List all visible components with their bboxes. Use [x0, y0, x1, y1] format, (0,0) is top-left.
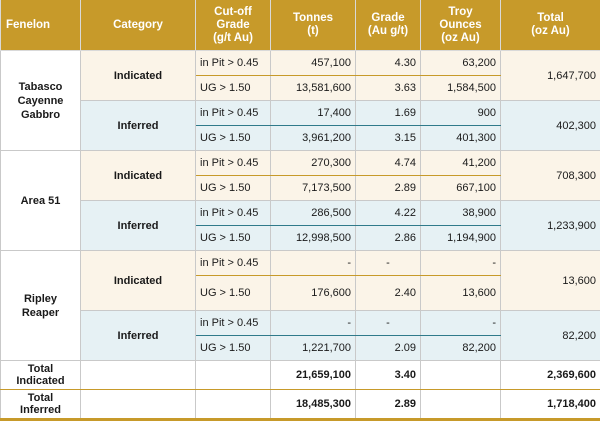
header-grade: Grade (Au g/t)	[356, 0, 421, 51]
grade-cell: -	[356, 311, 421, 336]
total-inferred-label: Total Inferred	[1, 390, 81, 420]
total-indicated-tonnes: 21,659,100	[271, 361, 356, 390]
tonnes-cell: -	[271, 251, 356, 276]
category-label: Indicated	[81, 151, 196, 201]
ounces-cell: 38,900	[421, 201, 501, 226]
grade-cell: 2.86	[356, 226, 421, 251]
header-total: Total (oz Au)	[501, 0, 600, 51]
total-cell: 708,300	[501, 151, 600, 201]
total-cell: 1,647,700	[501, 51, 600, 101]
ounces-cell: 41,200	[421, 151, 501, 176]
cutoff-cell: in Pit > 0.45	[196, 201, 271, 226]
table-row	[1, 311, 600, 336]
cutoff-cell: UG > 1.50	[196, 126, 271, 151]
grade-cell: 4.74	[356, 151, 421, 176]
header-deposit: Fenelon	[1, 0, 81, 51]
total-cell: 402,300	[501, 101, 600, 151]
tonnes-cell: -	[271, 311, 356, 336]
header-tonnes: Tonnes (t)	[271, 0, 356, 51]
total-inferred-ounces: 1,718,400	[501, 390, 600, 420]
cutoff-cell: UG > 1.50	[196, 276, 271, 311]
total-cell: 82,200	[501, 311, 600, 361]
table-row	[1, 251, 600, 276]
header-row	[1, 0, 600, 51]
grade-cell: 2.89	[356, 176, 421, 201]
header-category: Category	[81, 0, 196, 51]
tonnes-cell: 286,500	[271, 201, 356, 226]
grade-cell: 1.69	[356, 101, 421, 126]
total-cell: 1,233,900	[501, 201, 600, 251]
tonnes-cell: 17,400	[271, 101, 356, 126]
category-label: Inferred	[81, 311, 196, 361]
table-row	[1, 151, 600, 176]
total-indicated-grade: 3.40	[356, 361, 421, 390]
grade-cell: -	[356, 251, 421, 276]
tonnes-cell: 270,300	[271, 151, 356, 176]
category-label: Inferred	[81, 101, 196, 151]
cutoff-cell: in Pit > 0.45	[196, 311, 271, 336]
category-label: Indicated	[81, 51, 196, 101]
total-indicated-ounces: 2,369,600	[501, 361, 600, 390]
cutoff-cell: in Pit > 0.45	[196, 251, 271, 276]
tonnes-cell: 176,600	[271, 276, 356, 311]
grade-cell: 4.30	[356, 51, 421, 76]
grade-cell: 2.40	[356, 276, 421, 311]
total-inferred-tonnes: 18,485,300	[271, 390, 356, 420]
table-row	[1, 101, 600, 126]
cutoff-cell: in Pit > 0.45	[196, 151, 271, 176]
ounces-cell: 13,600	[421, 276, 501, 311]
cutoff-cell: UG > 1.50	[196, 76, 271, 101]
grade-cell: 4.22	[356, 201, 421, 226]
ounces-cell: 401,300	[421, 126, 501, 151]
tonnes-cell: 3,961,200	[271, 126, 356, 151]
category-label: Inferred	[81, 201, 196, 251]
grade-cell: 2.09	[356, 336, 421, 361]
total-inferred-grade: 2.89	[356, 390, 421, 420]
ounces-cell: 82,200	[421, 336, 501, 361]
cutoff-cell: in Pit > 0.45	[196, 101, 271, 126]
cutoff-cell: in Pit > 0.45	[196, 51, 271, 76]
grade-cell: 3.15	[356, 126, 421, 151]
ounces-cell: 1,584,500	[421, 76, 501, 101]
ounces-cell: 1,194,900	[421, 226, 501, 251]
tonnes-cell: 457,100	[271, 51, 356, 76]
deposit-name: Tabasco Cayenne Gabbro	[1, 51, 81, 151]
category-label: Indicated	[81, 251, 196, 311]
table-row	[1, 201, 600, 226]
ounces-cell: -	[421, 311, 501, 336]
deposit-name: Ripley Reaper	[1, 251, 81, 361]
total-indicated-label: Total Indicated	[1, 361, 81, 390]
grade-cell: 3.63	[356, 76, 421, 101]
deposit-name: Area 51	[1, 151, 81, 251]
header-cutoff: Cut-off Grade (g/t Au)	[196, 0, 271, 51]
header-ounces: Troy Ounces (oz Au)	[421, 0, 501, 51]
ounces-cell: 63,200	[421, 51, 501, 76]
tonnes-cell: 13,581,600	[271, 76, 356, 101]
cutoff-cell: UG > 1.50	[196, 336, 271, 361]
total-cell: 13,600	[501, 251, 600, 311]
ounces-cell: 900	[421, 101, 501, 126]
table-row	[1, 51, 600, 76]
cutoff-cell: UG > 1.50	[196, 226, 271, 251]
ounces-cell: 667,100	[421, 176, 501, 201]
tonnes-cell: 1,221,700	[271, 336, 356, 361]
tonnes-cell: 7,173,500	[271, 176, 356, 201]
total-inferred-row	[1, 390, 600, 420]
total-indicated-row	[1, 361, 600, 390]
cutoff-cell: UG > 1.50	[196, 176, 271, 201]
ounces-cell: -	[421, 251, 501, 276]
tonnes-cell: 12,998,500	[271, 226, 356, 251]
